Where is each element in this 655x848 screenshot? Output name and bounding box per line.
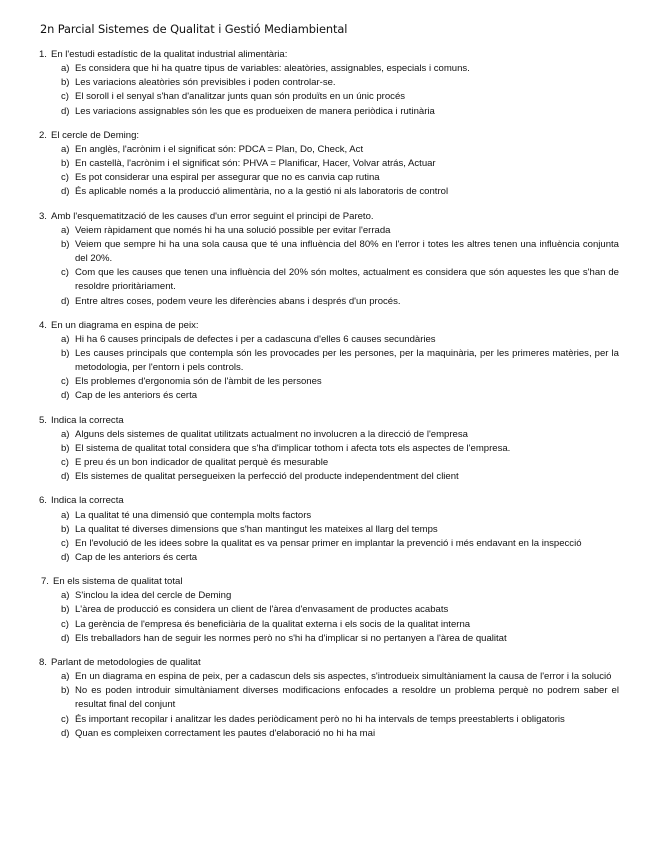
option-b bbox=[39, 442, 619, 456]
option-letter: b) bbox=[61, 523, 70, 535]
option-letter: d) bbox=[61, 295, 70, 307]
question-number: 6. bbox=[39, 495, 47, 507]
option-b bbox=[39, 684, 619, 712]
option-d bbox=[39, 551, 619, 565]
option-text: Es considera que hi ha quatre tipus de variables: aleatòries, assignables, especials i comuns. bbox=[75, 63, 470, 75]
question-number: 4. bbox=[39, 319, 47, 331]
option-list bbox=[39, 670, 619, 741]
question-number: 3. bbox=[39, 210, 47, 222]
question-3 bbox=[39, 210, 619, 309]
option-letter: a) bbox=[61, 671, 70, 683]
option-letter: c) bbox=[61, 618, 69, 630]
option-text: Les variacions aleatòries són previsibles i poden controlar-se. bbox=[75, 77, 336, 89]
option-c bbox=[39, 456, 619, 470]
option-letter: b) bbox=[61, 442, 70, 454]
option-letter: c) bbox=[61, 376, 69, 388]
option-letter: b) bbox=[61, 77, 70, 89]
question-list bbox=[39, 48, 619, 751]
option-letter: b) bbox=[61, 685, 70, 697]
option-letter: c) bbox=[61, 91, 69, 103]
option-text: Veiem que sempre hi ha una sola causa que té una influència del 80% en l'error i totes les altres tenen una influència conjunta del 20%. bbox=[75, 238, 619, 265]
question-4 bbox=[39, 319, 619, 404]
option-text: La qualitat té una dimensió que contempla molts factors bbox=[75, 509, 312, 521]
option-text: En anglès, l'acrònim i el significat són: PDCA = Plan, Do, Check, Act bbox=[75, 143, 364, 155]
option-letter: c) bbox=[61, 172, 69, 184]
option-letter: c) bbox=[61, 267, 69, 279]
option-list bbox=[39, 509, 619, 566]
option-a bbox=[39, 333, 619, 347]
question-text: En un diagrama en espina de peix: bbox=[50, 319, 199, 331]
option-list bbox=[39, 589, 619, 646]
option-b bbox=[39, 76, 619, 90]
question-number: 7. bbox=[41, 576, 49, 588]
option-a bbox=[39, 62, 619, 76]
option-letter: d) bbox=[61, 105, 70, 117]
option-text: Els sistemes de qualitat persegueixen la perfecció del producte independentment del client bbox=[75, 471, 459, 483]
question-2 bbox=[39, 129, 619, 200]
option-text: No es poden introduir simultàniament diverses modificacions enfocades a resoldre un problema perquè no podrem saber el resultat final del conjunt bbox=[75, 685, 619, 711]
question-number: 8. bbox=[39, 656, 47, 668]
option-d bbox=[39, 105, 619, 119]
option-b bbox=[39, 238, 619, 266]
question-heading bbox=[39, 48, 619, 62]
option-text: E preu és un bon indicador de qualitat perquè és mesurable bbox=[75, 457, 329, 469]
option-letter: d) bbox=[61, 186, 70, 198]
option-text: Alguns dels sistemes de qualitat utilitzats actualment no involucren a la direcció de l'empresa bbox=[75, 428, 468, 440]
question-7 bbox=[39, 575, 619, 646]
option-text: Els treballadors han de seguir les normes però no s'hi ha d'implicar si no pertanyen a l'àrea de qualitat bbox=[75, 632, 507, 644]
option-list bbox=[39, 224, 619, 309]
question-heading bbox=[39, 210, 619, 224]
option-text: L'àrea de producció es considera un client de l'àrea d'envasament de productes acabats bbox=[75, 604, 449, 616]
option-text: En l'evolució de les idees sobre la qualitat es va pensar primer en implantar la prevenció i més endavant en la inspecció bbox=[75, 537, 582, 549]
question-heading bbox=[39, 414, 619, 428]
option-text: La gerència de l'empresa és beneficiària de la qualitat externa i els socis de la qualitat interna bbox=[75, 618, 471, 630]
option-text: Quan es compleixen correctament les pautes d'elaboració no hi ha mai bbox=[75, 727, 376, 739]
question-5 bbox=[39, 414, 619, 485]
option-letter: d) bbox=[61, 632, 70, 644]
question-6 bbox=[39, 494, 619, 565]
question-text: En els sistema de qualitat total bbox=[52, 576, 183, 588]
option-letter: b) bbox=[61, 238, 70, 250]
option-c bbox=[39, 266, 619, 294]
option-text: En castellà, l'acrònim i el significat són: PHVA = Planificar, Hacer, Volvar atrás, Actuar bbox=[75, 158, 436, 170]
question-text: Indica la correcta bbox=[50, 495, 124, 507]
option-letter: c) bbox=[61, 457, 69, 469]
question-heading bbox=[39, 575, 619, 589]
question-heading bbox=[39, 129, 619, 143]
question-heading bbox=[39, 494, 619, 508]
option-letter: d) bbox=[61, 552, 70, 563]
question-text: Amb l'esquematització de les causes d'un error seguint el principi de Pareto. bbox=[50, 210, 374, 222]
question-text: En l'estudi estadístic de la qualitat industrial alimentària: bbox=[50, 49, 288, 60]
option-text: Com que les causes que tenen una influència del 20% són moltes, actualment es considera que són aquestes les que s'han de resoldre prioritàriament. bbox=[75, 267, 619, 293]
option-c bbox=[39, 537, 619, 551]
option-a bbox=[39, 224, 619, 238]
option-letter: c) bbox=[61, 537, 69, 549]
option-list bbox=[39, 143, 619, 200]
option-letter: a) bbox=[61, 224, 70, 236]
question-8 bbox=[39, 656, 619, 741]
option-letter: d) bbox=[61, 727, 70, 739]
question-text: El cercle de Deming: bbox=[50, 129, 140, 141]
question-text: Indica la correcta bbox=[50, 414, 124, 426]
question-number: 1. bbox=[39, 49, 47, 60]
option-a bbox=[39, 670, 619, 684]
option-letter: b) bbox=[61, 347, 70, 359]
option-text: Cap de les anteriors és certa bbox=[75, 552, 198, 563]
option-letter: a) bbox=[61, 509, 70, 521]
option-d bbox=[39, 470, 619, 484]
option-text: Hi ha 6 causes principals de defectes i per a cadascuna d'elles 6 causes secundàries bbox=[75, 333, 436, 345]
option-b bbox=[39, 347, 619, 375]
option-text: És aplicable només a la producció alimentària, no a la gestió ni als laboratoris de control bbox=[75, 186, 449, 198]
option-text: Els problemes d'ergonomia són de l'àmbit de les persones bbox=[75, 376, 322, 388]
option-list bbox=[39, 428, 619, 485]
option-letter: a) bbox=[61, 333, 70, 345]
option-letter: d) bbox=[61, 471, 70, 483]
option-text: El sistema de qualitat total considera que s'ha d'implicar tothom i afecta tots els aspectes de l'empresa. bbox=[75, 442, 511, 454]
option-list bbox=[39, 62, 619, 119]
question-1 bbox=[39, 48, 619, 119]
question-number: 5. bbox=[39, 414, 47, 426]
option-letter: a) bbox=[61, 428, 70, 440]
option-d bbox=[39, 727, 619, 741]
option-a bbox=[39, 589, 619, 603]
option-letter: b) bbox=[61, 158, 70, 170]
option-text: És important recopilar i analitzar les dades periòdicament però no hi ha intervals de temps preestablerts i obligatoris bbox=[75, 713, 565, 725]
option-c bbox=[39, 90, 619, 104]
question-heading bbox=[39, 656, 619, 670]
option-text: El soroll i el senyal s'han d'analitzar junts quan són produïts en un únic procés bbox=[75, 91, 406, 103]
option-letter: a) bbox=[61, 63, 70, 75]
option-letter: a) bbox=[61, 590, 70, 602]
option-a bbox=[39, 428, 619, 442]
option-a bbox=[39, 143, 619, 157]
option-text: Les variacions assignables són les que es produeixen de manera periòdica i rutinària bbox=[75, 105, 435, 117]
question-text: Parlant de metodologies de qualitat bbox=[50, 656, 201, 668]
option-d bbox=[39, 632, 619, 646]
option-text: Les causes principals que contempla són les provocades per les persones, per la maquinària, per les primeres matèries, per la metodologia, per l'entorn i pels controls. bbox=[75, 347, 619, 374]
option-b bbox=[39, 157, 619, 171]
option-letter: a) bbox=[61, 143, 70, 155]
option-b bbox=[39, 523, 619, 537]
option-text: Cap de les anteriors és certa bbox=[75, 390, 198, 402]
option-letter: b) bbox=[61, 604, 70, 616]
option-d bbox=[39, 295, 619, 309]
option-d bbox=[39, 389, 619, 403]
option-b bbox=[39, 603, 619, 617]
question-number: 2. bbox=[39, 129, 47, 141]
option-c bbox=[39, 618, 619, 632]
page-title: 2n Parcial Sistemes de Qualitat i Gestió Mediambiental bbox=[40, 22, 348, 36]
option-text: La qualitat té diverses dimensions que s'han mantingut les mateixes al llarg del temps bbox=[75, 523, 438, 535]
option-text: Es pot considerar una espiral per assegurar que no es canvia cap rutina bbox=[75, 172, 380, 184]
question-heading bbox=[39, 319, 619, 333]
option-letter: d) bbox=[61, 390, 70, 402]
option-text: En un diagrama en espina de peix, per a cadascun dels sis aspectes, s'introdueix simultàniament la causa de l'error i la solució bbox=[75, 671, 612, 683]
option-c bbox=[39, 375, 619, 389]
option-letter: c) bbox=[61, 713, 69, 725]
option-list bbox=[39, 333, 619, 404]
option-text: Veiem ràpidament que només hi ha una solució possible per evitar l'errada bbox=[75, 224, 391, 236]
option-d bbox=[39, 185, 619, 199]
option-text: Entre altres coses, podem veure les diferències abans i després d'un procés. bbox=[75, 295, 401, 307]
option-c bbox=[39, 171, 619, 185]
option-c bbox=[39, 713, 619, 727]
option-text: S'inclou la idea del cercle de Deming bbox=[75, 590, 232, 602]
option-a bbox=[39, 509, 619, 523]
